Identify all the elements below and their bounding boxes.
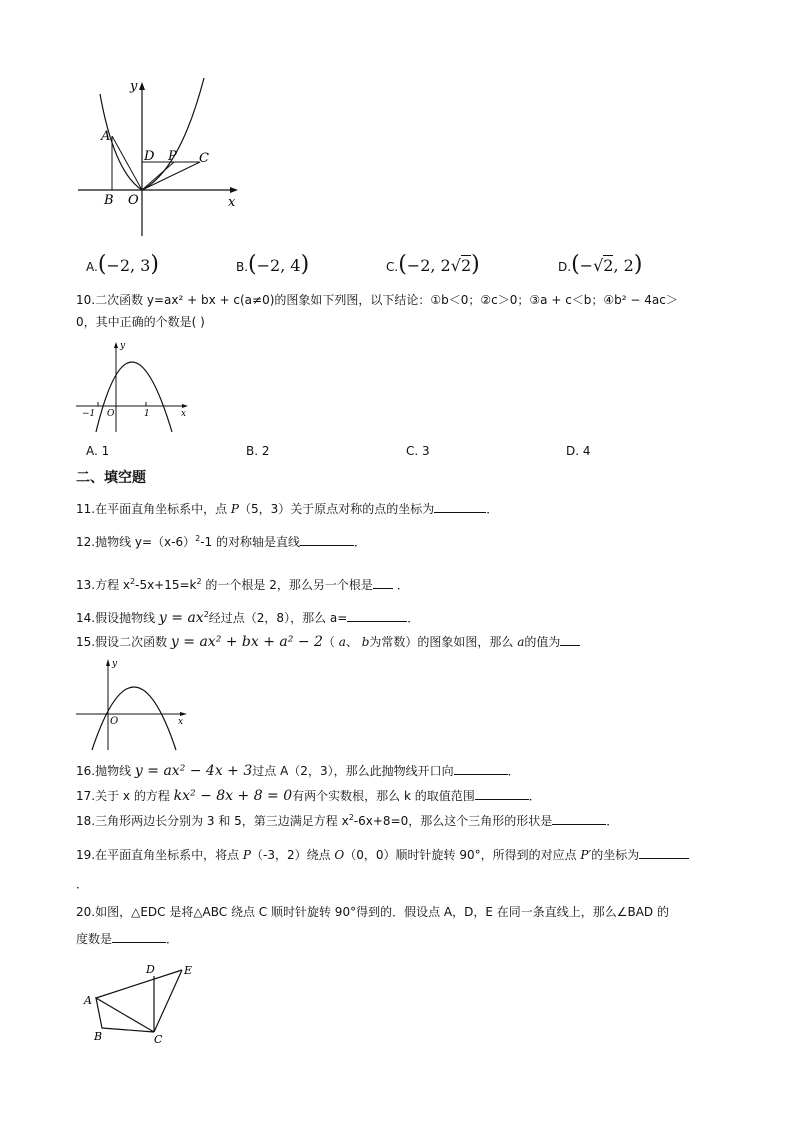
segment-AO: [112, 136, 142, 190]
q20-line2: 度数是 ．: [76, 932, 179, 946]
x-axis-arrow-icon: [180, 712, 187, 716]
label-P: P: [168, 149, 177, 164]
y-axis-arrow-icon: [106, 659, 110, 666]
parabola: [92, 687, 176, 750]
q10-line1: 10.二次函数 y=ax² + bx + c(a≠0)的图象如下列图，以下结论：①b＜0；②c＞0；③a + c＜b；④b² − 4ac＞: [76, 293, 678, 307]
answer-blank[interactable]: [434, 500, 486, 513]
label-y: y: [130, 79, 138, 94]
q10-option-b[interactable]: B. 2: [246, 444, 270, 458]
answer-blank[interactable]: [454, 762, 508, 775]
segment-AE: [96, 970, 182, 998]
x-axis-arrow-icon: [230, 187, 238, 193]
answer-blank[interactable]: [112, 930, 166, 943]
q12: 12.抛物线 $y=(x-6)^2-1$ 的对称轴是直线 ．: [76, 534, 367, 549]
label-O: O: [107, 409, 115, 419]
section-heading: 二、填空题: [76, 470, 146, 486]
answer-blank[interactable]: [373, 576, 393, 589]
triangle-ABC: [96, 998, 154, 1032]
sqrt-icon: √: [450, 256, 461, 275]
option-label: D.: [558, 260, 572, 274]
right-parabola-branch: [142, 78, 204, 190]
sqrt-radicand: 2: [460, 256, 472, 275]
label-O: O: [110, 716, 119, 727]
answer-blank[interactable]: [300, 533, 354, 546]
label-A: A: [84, 994, 92, 1007]
q15-figure: [72, 654, 194, 754]
q10-option-c[interactable]: C. 3: [406, 444, 430, 458]
label-x: x: [178, 717, 184, 727]
q9-figure: [72, 74, 248, 240]
segment-EC: [154, 970, 182, 1032]
q9-option-c[interactable]: C.(−2, 2√2): [386, 252, 480, 277]
label-y: y: [120, 341, 126, 351]
y-axis-arrow-icon: [114, 342, 118, 348]
segment-OC: [142, 162, 200, 190]
answer-blank[interactable]: [347, 609, 407, 622]
label-neg1: −1: [82, 409, 96, 419]
label-x: x: [228, 195, 236, 210]
label-O: O: [128, 193, 139, 208]
q15: 15.假设二次函数 y = ax² + bx + a² − 2（ a、 b为常数）的图象如图，那么 a的值为: [76, 633, 580, 650]
q17: 17.关于 x 的方程 kx² − 8x + 8 = 0有两个实数根，那么 k 的取值范围 ．: [76, 788, 541, 804]
y-axis-arrow-icon: [139, 82, 145, 90]
option-value: −2, 2: [406, 256, 451, 275]
x-axis-arrow-icon: [182, 404, 188, 408]
q19: 19.在平面直角坐标系中，将点 P（-3，2）绕点 O（0，0）顺时针旋转 90°，所得到的对应点 P′的坐标为: [76, 846, 689, 863]
q20-line1: 20.如图，△EDC 是将△ABC 绕点 C 顺时针旋转 90°得到的．假设点 A，D，E 在同一条直线上，那么∠BAD 的: [76, 905, 669, 919]
q10-figure: [72, 336, 194, 436]
q9-option-d[interactable]: D.(−√2, 2): [558, 252, 643, 277]
q19-line2: ．: [76, 877, 89, 891]
q14: 14.假设抛物线 $y = ax^2$经过点（2，8），那么 a= ．: [76, 610, 420, 626]
option-value: −: [579, 256, 594, 275]
option-value-tail: , 2: [613, 256, 634, 275]
label-B: B: [104, 193, 114, 208]
q9-option-a[interactable]: A.(−2, 3): [86, 252, 159, 277]
answer-blank[interactable]: [552, 812, 606, 825]
label-D: D: [146, 963, 155, 976]
q13: 13.方程 $x^2-5x+15=k^2$ 的一个根是 2，那么另一个根是 ．: [76, 577, 409, 592]
q10-option-d[interactable]: D. 4: [566, 444, 591, 458]
label-E: E: [184, 964, 193, 977]
label-x: x: [181, 409, 187, 419]
label-B: B: [94, 1030, 103, 1043]
q18: 18.三角形两边长分别为 3 和 5，第三边满足方程 $x^2-6x+8=0$，那么这个三角形的形状是 ．: [76, 813, 619, 828]
option-label: A.: [86, 260, 98, 274]
q10-line2: 0，其中正确的个数是( ): [76, 315, 205, 329]
option-value: −2, 3: [106, 256, 151, 275]
parabola: [96, 362, 172, 432]
label-y: y: [112, 659, 118, 669]
answer-blank[interactable]: [475, 787, 529, 800]
sqrt-radicand: 2: [603, 256, 614, 275]
option-value: −2, 4: [256, 256, 301, 275]
sqrt-icon: √: [593, 256, 604, 275]
label-A: A: [101, 129, 111, 144]
label-D: D: [144, 149, 155, 164]
q20-figure: [80, 960, 202, 1046]
q9-option-b[interactable]: B.(−2, 4): [236, 252, 310, 277]
option-label: B.: [236, 260, 249, 274]
q11: 11.在平面直角坐标系中，点 P（5，3）关于原点对称的点的坐标为 ．: [76, 502, 499, 516]
segment-OP: [142, 162, 174, 190]
label-C: C: [154, 1033, 163, 1046]
q16: 16.抛物线 y = ax² − 4x + 3过点 A（2，3），那么此抛物线开口向 ．: [76, 763, 520, 779]
label-C: C: [199, 151, 209, 166]
answer-blank[interactable]: [639, 846, 689, 859]
label-1: 1: [144, 409, 150, 419]
q10-option-a[interactable]: A. 1: [86, 444, 110, 458]
answer-blank[interactable]: [560, 633, 580, 646]
option-label: C.: [386, 260, 399, 274]
